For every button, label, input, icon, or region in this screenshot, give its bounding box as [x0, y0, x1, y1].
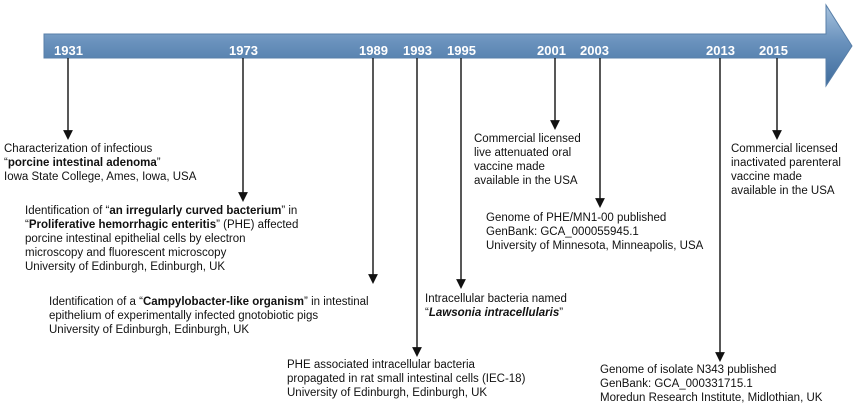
event-text: PHE associated intracellular bacteria — [287, 359, 475, 371]
event-line — [287, 358, 525, 372]
year-label-1993: 1993 — [403, 43, 432, 58]
event-text: “ — [425, 307, 429, 319]
event-line — [600, 363, 822, 377]
year-label-2013: 2013 — [706, 43, 735, 58]
event-line — [731, 184, 841, 198]
event-line — [25, 260, 298, 274]
event-line — [486, 239, 703, 253]
event-text: GenBank: GCA_000055945.1 — [486, 226, 639, 238]
event-text: microscopy and fluorescent microscopy — [25, 247, 227, 259]
event-2001 — [474, 132, 581, 188]
event-1973 — [25, 204, 298, 274]
emphasis-text: Campylobacter-like organism — [142, 296, 305, 308]
event-text: vaccine made — [731, 171, 802, 183]
event-line — [25, 218, 298, 232]
event-text: Identification of a “ — [49, 296, 143, 308]
event-line — [49, 323, 369, 337]
event-line — [4, 156, 196, 170]
event-line — [25, 204, 298, 218]
event-text: ” in — [281, 205, 298, 217]
event-text: “ — [25, 219, 29, 231]
event-line — [474, 160, 581, 174]
event-line — [4, 142, 196, 156]
event-text: Commercial licensed — [731, 143, 838, 155]
event-line — [486, 211, 703, 225]
event-text: Commercial licensed — [474, 133, 581, 145]
event-line — [25, 232, 298, 246]
event-text: porcine intestinal epithelial cells by electron — [25, 233, 246, 245]
event-line — [425, 292, 567, 306]
year-label-1931: 1931 — [54, 43, 83, 58]
year-label-1995: 1995 — [447, 43, 476, 58]
year-label-1973: 1973 — [229, 43, 258, 58]
event-1931 — [4, 142, 196, 184]
event-1993 — [287, 358, 525, 400]
emphasis-text: porcine intestinal adenoma — [7, 157, 157, 169]
year-label-1989: 1989 — [359, 43, 388, 58]
event-text: ” — [559, 307, 564, 319]
event-text: live attenuated oral — [474, 147, 572, 159]
event-line — [600, 377, 822, 391]
event-text: University of Edinburgh, Edinburgh, UK — [287, 387, 488, 399]
event-text: inactivated parenteral — [731, 157, 841, 169]
event-text: University of Edinburgh, Edinburgh, UK — [25, 261, 226, 273]
year-label-2001: 2001 — [537, 43, 566, 58]
event-line — [474, 174, 581, 188]
event-text: ” — [156, 157, 161, 169]
event-line — [486, 225, 703, 239]
event-line — [425, 306, 567, 320]
event-line — [731, 142, 841, 156]
event-text: Genome of PHE/MN1-00 published — [486, 212, 667, 224]
emphasis-text: Proliferative hemorrhagic enteritis — [28, 219, 217, 231]
event-text: Moredun Research Institute, Midlothian, UK — [600, 392, 823, 404]
event-2013 — [600, 363, 822, 405]
event-line — [731, 156, 841, 170]
event-2015 — [731, 142, 841, 198]
event-text: epithelium of experimentally infected gnotobiotic pigs — [49, 310, 319, 322]
event-text: University of Minnesota, Minneapolis, USA — [486, 240, 704, 252]
emphasis-text: an irregularly curved bacterium — [109, 205, 282, 217]
year-label-2003: 2003 — [580, 43, 609, 58]
event-line — [600, 391, 822, 405]
event-line — [731, 170, 841, 184]
event-text: Iowa State College, Ames, Iowa, USA — [4, 171, 197, 183]
event-text: “ — [4, 157, 8, 169]
event-text: vaccine made — [474, 161, 545, 173]
event-text: Identification of “ — [25, 205, 110, 217]
event-line — [474, 146, 581, 160]
event-text: available in the USA — [731, 185, 835, 197]
event-text: Characterization of infectious — [4, 143, 153, 155]
event-1995 — [425, 292, 567, 320]
emphasis-text: Lawsonia intracellularis — [428, 307, 560, 319]
year-label-2015: 2015 — [759, 43, 788, 58]
event-line — [49, 295, 369, 309]
event-line — [4, 170, 196, 184]
event-text: available in the USA — [474, 175, 578, 187]
event-text: ” (PHE) affected — [216, 219, 299, 231]
event-line — [287, 386, 525, 400]
event-line — [287, 372, 525, 386]
event-line — [49, 309, 369, 323]
event-1989 — [49, 295, 369, 337]
event-text: Intracellular bacteria named — [425, 293, 567, 305]
event-line — [25, 246, 298, 260]
event-text: University of Edinburgh, Edinburgh, UK — [49, 324, 250, 336]
event-text: ” in intestinal — [304, 296, 369, 308]
event-text: GenBank: GCA_000331715.1 — [600, 378, 753, 390]
event-text: Genome of isolate N343 published — [600, 364, 777, 376]
event-text: propagated in rat small intestinal cells (IEC-18) — [287, 373, 526, 385]
event-line — [474, 132, 581, 146]
event-2003 — [486, 211, 703, 253]
